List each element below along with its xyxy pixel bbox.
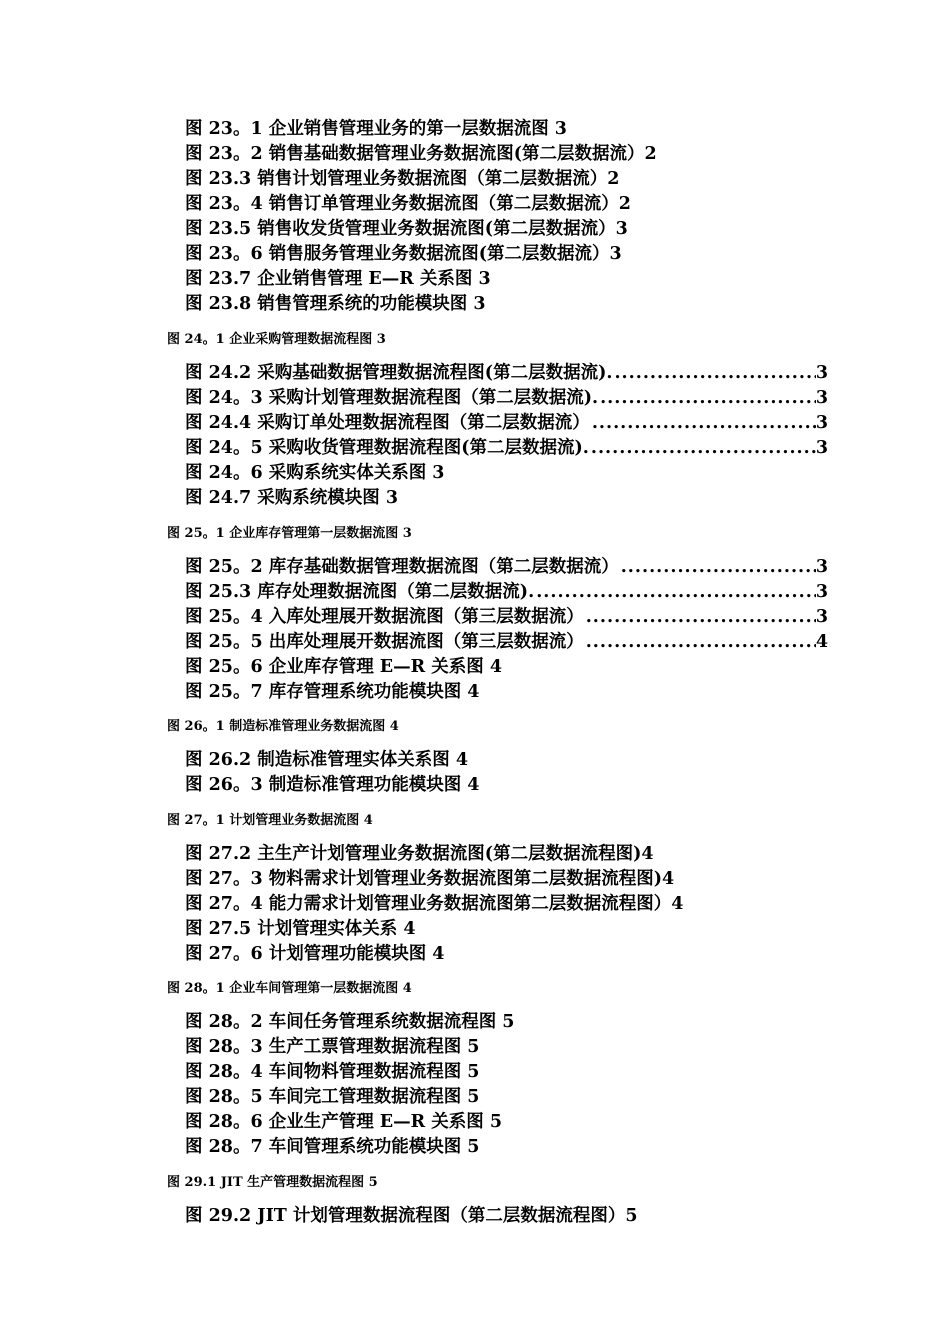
toc-entry[interactable]: 图 28。3 生产工票管理数据流程图 5	[185, 1037, 480, 1057]
toc-entry[interactable]: 图 23.5 销售收发货管理业务数据流图(第二层数据流）3	[185, 219, 628, 239]
toc-entry[interactable]: 图 28。4 车间物料管理数据流程图 5	[185, 1062, 480, 1082]
toc-page-number: 3	[815, 413, 828, 433]
toc-entry[interactable]: 图 28。2 车间任务管理系统数据流程图 5	[185, 1012, 515, 1032]
dot-leader	[536, 581, 816, 603]
toc-entry[interactable]: 图 25。6 企业库存管理 E—R 关系图 4	[185, 657, 503, 677]
toc-entry[interactable]	[185, 437, 828, 459]
toc-heading[interactable]: 图 25。1 企业库存管理第一层数据流图 3	[167, 526, 412, 541]
toc-entry[interactable]: 图 23。2 销售基础数据管理业务数据流图(第二层数据流）2	[185, 144, 657, 164]
toc-page-number: 3	[815, 607, 828, 627]
toc-heading[interactable]: 图 28。1 企业车间管理第一层数据流图 4	[167, 981, 412, 996]
toc-entry[interactable]: 图 28。6 企业生产管理 E—R 关系图 5	[185, 1112, 503, 1132]
toc-entry[interactable]: 图 23。6 销售服务管理业务数据流图(第二层数据流）3	[185, 244, 622, 264]
dot-leader	[586, 606, 816, 628]
toc-page-number: 3	[815, 582, 828, 602]
toc-entry-title: 图 24.4 采购订单处理数据流程图（第二层数据流）	[185, 413, 590, 433]
toc-entry-title: 图 24。3 采购计划管理数据流程图（第二层数据流).	[185, 388, 599, 408]
toc-entry[interactable]: 图 24。6 采购系统实体关系图 3	[185, 463, 445, 483]
toc-entry[interactable]: 图 27.2 主生产计划管理业务数据流图(第二层数据流程图)4	[185, 844, 654, 864]
dot-leader	[600, 387, 816, 409]
dot-leader	[591, 437, 816, 459]
toc-heading[interactable]: 图 29.1 JIT 生产管理数据流程图 5	[167, 1175, 378, 1190]
toc-entry[interactable]: 图 26.2 制造标准管理实体关系图 4	[185, 750, 469, 770]
toc-entry[interactable]: 图 29.2 JIT 计划管理数据流程图（第二层数据流程图）5	[185, 1206, 638, 1226]
toc-entry[interactable]: 图 23。1 企业销售管理业务的第一层数据流图 3	[185, 119, 567, 139]
toc-entry[interactable]: 图 23。4 销售订单管理业务数据流图（第二层数据流）2	[185, 194, 631, 214]
toc-entry[interactable]: 图 24.7 采购系统模块图 3	[185, 488, 399, 508]
toc-entry[interactable]	[185, 387, 828, 409]
dot-leader	[592, 412, 816, 434]
toc-heading[interactable]: 图 24。1 企业采购管理数据流程图 3	[167, 332, 386, 347]
toc-page-number: 3	[815, 557, 828, 577]
dot-leader	[621, 556, 816, 578]
toc-entry[interactable]	[185, 362, 828, 384]
toc-entry-title: 图 24.2 采购基础数据管理数据流程图(第二层数据流).	[185, 363, 613, 383]
toc-entry[interactable]	[185, 412, 828, 434]
toc-entry-title: 图 25。4 入库处理展开数据流图（第三层数据流）	[185, 607, 584, 627]
toc-entry[interactable]: 图 28。5 车间完工管理数据流程图 5	[185, 1087, 480, 1107]
toc-entry[interactable]: 图 25。7 库存管理系统功能模块图 4	[185, 682, 480, 702]
toc-entry-title: 图 24。5 采购收货管理数据流程图(第二层数据流).	[185, 438, 589, 458]
toc-entry[interactable]: 图 27。4 能力需求计划管理业务数据流图第二层数据流程图）4	[185, 894, 684, 914]
toc-entry[interactable]: 图 27.5 计划管理实体关系 4	[185, 919, 416, 939]
toc-entry[interactable]	[185, 581, 828, 603]
toc-entry[interactable]: 图 23.7 企业销售管理 E—R 关系图 3	[185, 269, 491, 289]
toc-heading[interactable]: 图 27。1 计划管理业务数据流图 4	[167, 813, 373, 828]
toc-entry[interactable]: 图 27。3 物料需求计划管理业务数据流图第二层数据流程图)4	[185, 869, 675, 889]
toc-entry[interactable]: 图 26。3 制造标准管理功能模块图 4	[185, 775, 480, 795]
toc-entry[interactable]: 图 28。7 车间管理系统功能模块图 5	[185, 1137, 480, 1157]
toc-heading[interactable]: 图 26。1 制造标准管理业务数据流图 4	[167, 719, 399, 734]
toc-entry-title: 图 25.3 库存处理数据流图（第二层数据流).	[185, 582, 535, 602]
toc-entry[interactable]: 图 23.3 销售计划管理业务数据流图（第二层数据流）2	[185, 169, 620, 189]
toc-page-number: 4	[815, 632, 828, 652]
toc-page-number: 3	[815, 438, 828, 458]
toc-entry-title: 图 25。5 出库处理展开数据流图（第三层数据流）	[185, 632, 584, 652]
dot-leader	[614, 362, 815, 384]
toc-page-number: 3	[815, 363, 828, 383]
toc-page-number: 3	[815, 388, 828, 408]
toc-entry[interactable]	[185, 606, 828, 628]
toc-entry[interactable]: 图 23.8 销售管理系统的功能模块图 3	[185, 294, 486, 314]
toc-entry[interactable]	[185, 631, 828, 653]
toc-entry[interactable]	[185, 556, 828, 578]
dot-leader	[586, 631, 816, 653]
toc-entry-title: 图 25。2 库存基础数据管理数据流图（第二层数据流）	[185, 557, 619, 577]
toc-entry[interactable]: 图 27。6 计划管理功能模块图 4	[185, 944, 445, 964]
